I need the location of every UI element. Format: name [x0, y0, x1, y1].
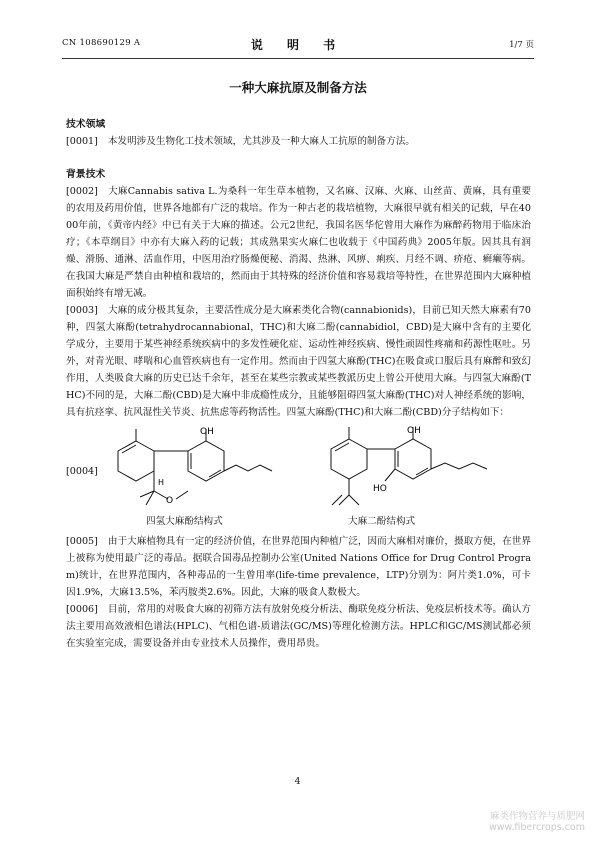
paragraph-number: [0001] [66, 136, 98, 147]
paragraph-text: 本发明涉及生物化工技术领域，尤其涉及一种大麻人工抗原的制备方法。 [107, 136, 415, 147]
page-header [62, 36, 534, 52]
paragraph-text: 目前，常用的对吸食大麻的初筛方法有放射免疫分析法、酶联免疫分析法、免疫层析技术等。确认方法主要用高效液相色谱法(HPLC)、气相色谱-质谱法(GC/MS)等理化检测方法。HPLC和GC/MS测试都必须在实验室完成，需要设备并由专业技术人员操作，费用昂贵。 [66, 604, 531, 649]
atom-label-h: H [158, 478, 165, 487]
section-heading-tech-field: 技术领域 [66, 119, 106, 130]
atom-label-o: O [166, 496, 174, 506]
paragraph-number: [0004] [66, 466, 98, 477]
header-title: 说 明 书 [250, 38, 346, 52]
atom-label-ho: HO [373, 484, 387, 494]
paragraph-0003 [66, 302, 531, 421]
paragraph-text: 大麻的成分极其复杂，主要活性成分是大麻素类化合物(cannabionids)，目前已知天然大麻素有70种，四氢大麻酚(tetrahydrocannabional，THC)和大麻二酚(cannabidiol，CBD)是大麻中含有的主要化学成分，主要用于某些神经系统疾病中的多发性硬化症、运动性神经疾病、慢性顽固性疼痛和药源性呕吐。另外，对青光眼、哮喘和心血管疾病也有一定作用。然而由于四氢大麻酚(THC)在吸食或口服后具有麻醉和致幻作用，人类吸食大麻的历史已达千余年，甚至在某些宗教或某些教派历史上曾公开使用大麻。与四氢大麻酚(THC)不同的是，大麻二酚(CBD)是大麻中非成瘾性成分，且能够阻碍四氢大麻酚(THC)对人神经系统的影响，具有抗痉挛、抗风湿性关节炎、抗焦虑等药物活性。四氢大麻酚(THC)和大麻二酚(CBD)分子结构如下： [66, 305, 531, 418]
atom-label-oh: OH [200, 427, 214, 437]
page-indicator: 1/7 页 [509, 40, 534, 50]
paragraph-0006 [66, 601, 531, 652]
paragraph-0005 [66, 533, 531, 601]
thc-structure-diagram [106, 425, 276, 515]
figure-caption-cbd: 大麻二酚结构式 [348, 516, 416, 527]
structure-figure [66, 425, 531, 529]
patent-number: CN 108690129 A [62, 38, 141, 48]
paragraph-number: [0003] [66, 305, 98, 316]
cbd-structure-diagram [311, 425, 511, 515]
document-title: 一种大麻抗原及制备方法 [229, 80, 367, 95]
paragraph-number: [0006] [66, 604, 98, 615]
header-divider [62, 58, 534, 59]
watermark-url: www.fibercrops.com [488, 822, 585, 833]
figure-caption-thc: 四氢大麻酚结构式 [146, 516, 223, 527]
paragraph-number: [0005] [66, 536, 98, 547]
paragraph-number: [0002] [66, 186, 98, 197]
page-number: 4 [294, 776, 301, 787]
document-body [66, 110, 531, 652]
paragraph-text: 由于大麻植物具有一定的经济价值，在世界范围内种植广泛，因而大麻相对廉价，摄取方便，在世界上被称为使用最广泛的毒品。据联合国毒品控制办公室(United Nations Office for Drug Control Program)统计，在世界范围内，各种毒品的一生曾用率(life-time prevalence，LTP)分别为：阿片类1.0%，可卡因1.9%，大麻13.5%，苯丙胺类2.6%。因此，大麻的吸食人数极大。 [66, 536, 531, 598]
watermark-text: 麻类作物营养与质肥网 [489, 811, 585, 822]
paragraph-0001 [66, 133, 531, 150]
atom-label-oh: OH [407, 426, 421, 436]
paragraph-text: 大麻Cannabis sativa L.为桑科一年生草本植物，又名麻、汉麻、火麻、山丝苗、黄麻，具有重要的农用及药用价值，世界各地都有广泛的栽培。作为一种古老的栽培植物，大麻很早就有相关的记载，早在4000年前，《黄帝内经》中已有关于大麻的描述。公元2世纪，我国名医华佗曾用大麻作为麻醉药物用于临床治疗；《本草纲目》中亦有大麻入药的记载；其成熟果实火麻仁也收载于《中国药典》2005年版。因其具有润燥、滑肠、通淋、活血作用，中医用治疗肠燥便秘、消渴、热淋、风痹、痢疾、月经不调、疥疮、癣癞等病。在我国大麻是严禁自由种植和栽培的，然而由于其特殊的经济价值和容易栽培等特性，在世界范围内大麻种植面积始终有增无减。 [66, 186, 531, 299]
section-heading-background: 背景技术 [66, 169, 106, 180]
paragraph-0002 [66, 183, 531, 302]
